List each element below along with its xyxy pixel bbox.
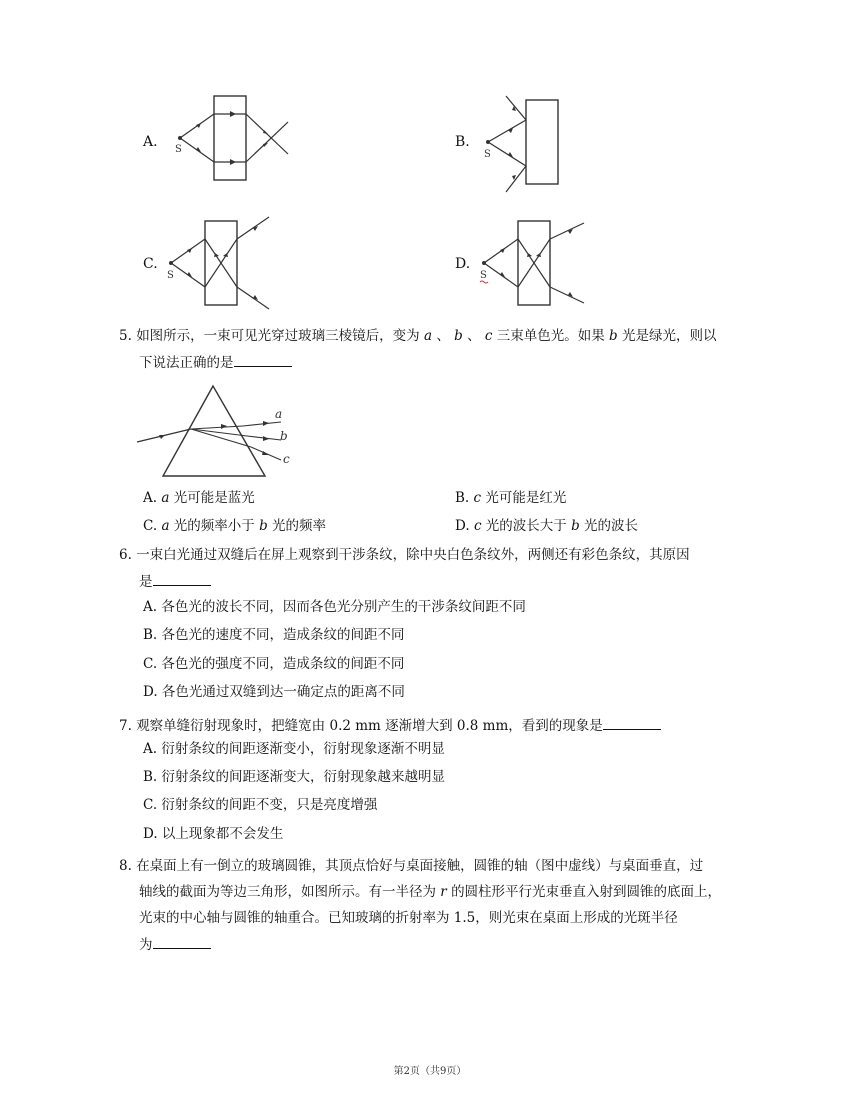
- q4-figure-d: [478, 215, 598, 310]
- ray-label-c: c: [283, 452, 290, 466]
- option-label: A.: [143, 134, 158, 150]
- q5-text: 三束单色光。如果: [496, 328, 605, 344]
- answer-blank[interactable]: [153, 935, 211, 949]
- q5-option-b[interactable]: [455, 489, 566, 507]
- option-label: B.: [455, 134, 470, 150]
- option-text: 光可能是红光: [485, 490, 567, 506]
- q5-text: 下说法正确的是: [139, 355, 234, 371]
- answer-blank[interactable]: [234, 353, 292, 367]
- var-b: b: [571, 518, 580, 534]
- q7-option-c[interactable]: C. 衍射条纹的间距不变，只是亮度增强: [143, 797, 378, 813]
- prism-figure: [135, 382, 305, 482]
- var-b: b: [259, 518, 268, 534]
- question-number: 8.: [119, 858, 132, 874]
- page-footer: 第2页（共9页）: [393, 1066, 467, 1077]
- q8-text: 在桌面上有一倒立的玻璃圆锥，其顶点恰好与桌面接触，圆锥的轴（图中虚线）与桌面垂直，过: [136, 858, 704, 874]
- ray-label-b: b: [280, 429, 288, 443]
- q5-option-c[interactable]: [143, 517, 326, 535]
- var-r: r: [440, 884, 447, 900]
- q6-option-b[interactable]: B. 各色光的速度不同，造成条纹的间距不同: [143, 627, 405, 643]
- q7-option-a[interactable]: A. 衍射条纹的间距逐渐变小，衍射现象逐渐不明显: [143, 741, 445, 757]
- source-label: S: [484, 149, 491, 160]
- option-label: C.: [143, 518, 158, 534]
- q5-line-1: [119, 327, 717, 345]
- option-text: 光的波长大于: [485, 518, 567, 534]
- q6-text: 是: [139, 574, 153, 590]
- q6-line-2: [139, 572, 211, 591]
- var-c: c: [473, 490, 482, 506]
- separator: 、: [432, 328, 455, 344]
- option-text: 光的频率小于: [173, 518, 255, 534]
- question-number: 5.: [119, 328, 132, 344]
- separator: 、: [462, 328, 485, 344]
- q4-figure-a: [170, 92, 330, 192]
- q8-text: 为: [139, 937, 153, 953]
- q6-text: 一束白光通过双缝后在屏上观察到干涉条纹，除中央白色条纹外，两侧还有彩色条纹，其原因: [136, 547, 690, 563]
- q8-text: 光束的中心轴与圆锥的轴重合。已知玻璃的折射率为 1.5，则光束在桌面上形成的光斑半径: [139, 910, 678, 926]
- q5-option-d[interactable]: [455, 517, 638, 535]
- question-number: 7.: [119, 718, 132, 734]
- q8-line-1: [119, 857, 703, 875]
- ray-label-a: a: [275, 407, 283, 421]
- q8-text: 轴线的截面为等边三角形，如图所示。有一半径为: [139, 884, 436, 900]
- q8-line-4: [139, 935, 211, 954]
- option-text: 光可能是蓝光: [173, 490, 255, 506]
- option-text: 光的频率: [272, 518, 327, 534]
- q6-option-a[interactable]: A. 各色光的波长不同，因而各色光分别产生的干涉条纹间距不同: [143, 599, 526, 615]
- q7-line-1: [119, 716, 661, 735]
- option-label: A.: [143, 490, 158, 506]
- q4-figure-c: [165, 215, 285, 310]
- q8-line-3: [139, 909, 678, 927]
- answer-blank[interactable]: [153, 572, 211, 586]
- answer-blank[interactable]: [603, 716, 661, 730]
- q5-line-2: [139, 353, 292, 372]
- source-label: S: [175, 144, 182, 155]
- var-a: a: [423, 328, 433, 344]
- q6-line-1: [119, 546, 690, 564]
- source-label: S: [167, 270, 174, 281]
- var-b: b: [454, 328, 463, 344]
- source-label: S: [480, 270, 487, 281]
- q6-option-d[interactable]: D. 各色光通过双缝到达一确定点的距离不同: [143, 684, 405, 700]
- option-label: D.: [455, 256, 471, 272]
- q8-text: 的圆柱形平行光束垂直入射到圆锥的底面上，: [451, 884, 722, 900]
- option-label: B.: [455, 490, 470, 506]
- q7-option-b[interactable]: B. 衍射条纹的间距逐渐变大，衍射现象越来越明显: [143, 769, 446, 785]
- var-a: a: [161, 518, 170, 534]
- var-c: c: [484, 328, 493, 344]
- q5-text: 光是绿光，则以: [622, 328, 717, 344]
- q7-text: 观察单缝衍射现象时，把缝宽由 0.2 mm 逐渐增大到 0.8 mm，看到的现象是: [136, 718, 603, 734]
- q5-text: 如图所示，一束可见光穿过玻璃三棱镜后，变为: [136, 328, 420, 344]
- q7-option-d[interactable]: D. 以上现象都不会发生: [143, 826, 284, 842]
- option-label: D.: [455, 518, 470, 534]
- question-number: 6.: [119, 547, 132, 563]
- q8-line-2: [139, 883, 721, 901]
- var-a: a: [161, 490, 170, 506]
- q6-option-c[interactable]: C. 各色光的强度不同，造成条纹的间距不同: [143, 656, 405, 672]
- option-label: C.: [143, 256, 158, 272]
- var-b: b: [609, 328, 618, 344]
- var-c: c: [473, 518, 482, 534]
- option-text: 光的波长: [584, 518, 639, 534]
- q5-option-a[interactable]: [143, 489, 255, 507]
- q4-figure-b: [478, 90, 578, 200]
